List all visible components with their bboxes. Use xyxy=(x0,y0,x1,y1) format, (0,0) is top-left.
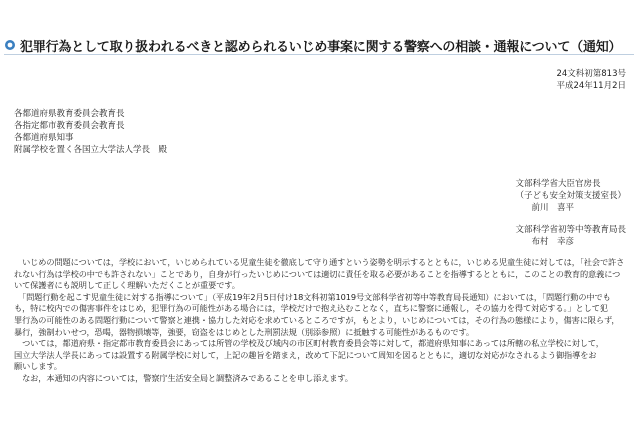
document-meta xyxy=(556,68,626,92)
addressee-list xyxy=(14,108,167,156)
body-line: も，特に校内での傷害事件をはじめ，犯罪行為の可能性がある場合には，学校だけで抱え込むことなく，直ちに警察に通報し，その協力を得て対応する。」として犯 xyxy=(14,303,608,314)
body-paragraph-3 xyxy=(14,338,626,373)
document-date: 平成24年11月2日 xyxy=(556,81,626,91)
addressee-item: 各都道府県教育委員会教育長 xyxy=(14,109,125,119)
sender-name: 前川 喜平 xyxy=(531,203,574,213)
sender-organization: 文部科学省大臣官房長 xyxy=(515,179,601,189)
body-line: 願いします。 xyxy=(14,361,62,372)
body-paragraph-2 xyxy=(14,292,626,338)
sender-block-2 xyxy=(515,224,626,248)
sender-organization: 文部科学省初等中等教育局長 xyxy=(515,225,626,235)
bullet-circle-icon xyxy=(4,39,16,51)
body-paragraph-1 xyxy=(14,257,626,292)
body-line: 「問題行動を起こす児童生徒に対する指導について」（平成19年2月5日付け18文科初第1019号文部科学省初等中等教育局長通知）においては，「問題行動の中でも xyxy=(14,291,611,302)
addressee-item: 各指定都市教育委員会教育長 xyxy=(14,121,125,131)
body-line: いじめの問題については，学校において，いじめられている児童生徒を徹底して守り通すという姿勢を明示するとともに，いじめる児童生徒に対しては，「社会で許さ xyxy=(14,257,625,267)
body-line: ついては，都道府県・指定都市教育委員会にあっては所管の学校及び域内の市区町村教育委員会等に対して，都道府県知事にあっては所轄の私立学校に対して， xyxy=(14,338,604,349)
document-title-bar xyxy=(4,36,634,55)
sender-name: 布村 幸彦 xyxy=(531,237,574,247)
sender-role: （子ども安全対策支援室長） xyxy=(515,191,626,201)
addressee-item: 各都道府県知事 xyxy=(14,133,74,143)
body-line: れない行為は学校の中でも許されない」ことであり，自身が行ったいじめについては適切に責任を取る必要があることを指導するとともに，このことの教育的意義につ xyxy=(14,268,621,279)
page-title: 犯罪行為として取り扱われるべきと認められるいじめ事案に関する警察への相談・通報について（通知） xyxy=(20,39,622,55)
body-line: 暴行，強制わいせつ，恐喝，器物損壊等，強要，窃盗をはじめとした刑罰法規（別添参照）に抵触する可能性があるものです。 xyxy=(14,326,475,337)
body-line: 罪行為の可能性のある問題行動について警察と連携・協力した対応を求めているところですが，もとより，いじめについては，その行為の態様により，傷害に限らず， xyxy=(14,314,620,325)
addressee-item: 附属学校を置く各国立大学法人学長 殿 xyxy=(14,145,168,155)
sender-block-1 xyxy=(515,178,626,214)
document-body xyxy=(14,257,626,385)
body-line: 国立大学法人学長にあっては設置する附属学校に対して，上記の趣旨を踏まえ，改めて下記について周知を図るとともに，適切な対応がなされるよう御指導をお xyxy=(14,349,597,360)
body-line: いて保護者にも説明して正しく理解いただくことが重要です。 xyxy=(14,280,240,291)
body-paragraph-4 xyxy=(14,373,626,385)
document-number: 24文科初第813号 xyxy=(556,69,626,79)
body-line: なお，本通知の内容については，警察庁生活安全局と調整済みであることを申し添えます。 xyxy=(14,372,353,383)
